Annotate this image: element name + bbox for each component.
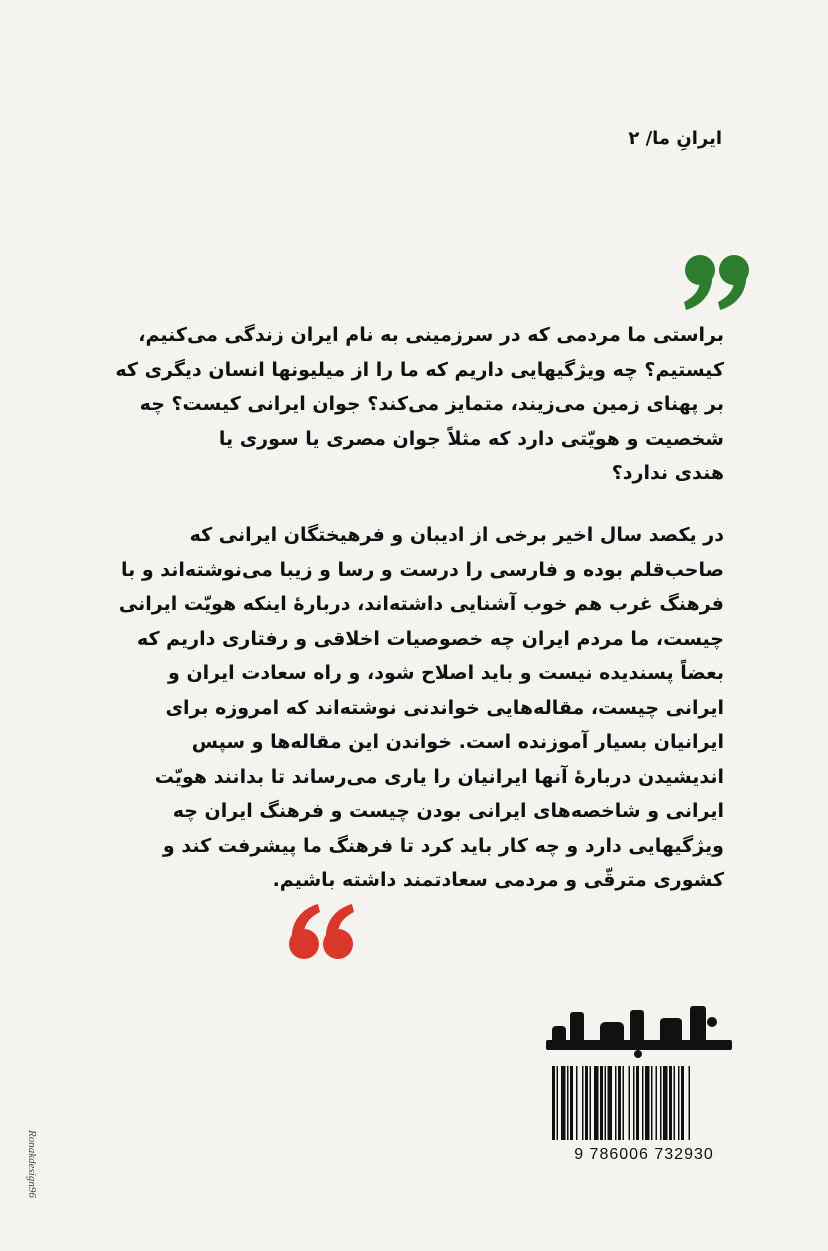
barcode-bar	[663, 1066, 668, 1140]
barcode-bar	[633, 1066, 635, 1140]
isbn-barcode	[548, 1066, 740, 1166]
barcode-bar	[590, 1066, 592, 1140]
body-line: ایرانی چیست، مقاله‌هایی خواندنی نوشته‌اند که امروزه برای	[165, 696, 724, 719]
intro-line: بر پهنای زمین می‌زیند، متمایز می‌کند؟ جوان ایرانی کیست؟ چه	[139, 393, 724, 415]
barcode-bar	[636, 1066, 639, 1140]
barcode-bar	[552, 1066, 555, 1140]
barcode-bar	[605, 1066, 607, 1140]
intro-line: کیستیم؟ چه ویژگیهایی داریم که ما را از میلیونها انسان دیگری که	[115, 358, 724, 381]
barcode-bar	[582, 1066, 584, 1140]
quote-open-icon	[676, 250, 756, 320]
barcode-bar	[642, 1066, 644, 1140]
barcode-bar	[608, 1066, 613, 1140]
barcode-bar	[557, 1066, 559, 1140]
intro-line: هندی ندارد؟	[611, 462, 724, 484]
barcode-bar	[570, 1066, 573, 1140]
barcode-bar	[623, 1066, 625, 1140]
barcode-bars	[548, 1066, 740, 1140]
barcode-bar	[594, 1066, 599, 1140]
barcode-bar	[678, 1066, 680, 1140]
intro-paragraph	[115, 318, 724, 491]
intro-line: شخصیت و هویّتی دارد که مثلاً جوان مصری یا سوری یا	[218, 427, 724, 450]
designer-signature: Ronakdesign96	[26, 1130, 38, 1198]
barcode-bar	[656, 1066, 658, 1140]
barcode-bar	[576, 1066, 578, 1140]
barcode-bar	[585, 1066, 588, 1140]
barcode-bar	[561, 1066, 566, 1140]
isbn-digits: 9 786006 732930	[574, 1146, 714, 1163]
barcode-bar	[669, 1066, 672, 1140]
barcode-bar	[674, 1066, 676, 1140]
barcode-bar	[645, 1066, 650, 1140]
barcode-bar	[629, 1066, 631, 1140]
body-line: صاحب‌قلم بوده و فارسی را درست و رسا و زیبا می‌نوشته‌اند و با	[121, 558, 724, 581]
body-paragraph	[118, 518, 724, 898]
barcode-bar	[615, 1066, 617, 1140]
body-line: چیست، ما مردم ایران چه خصوصیات اخلاقی و رفتاری داریم که	[136, 627, 724, 650]
series-title: ایرانِ ما/ ۲	[628, 128, 722, 149]
body-line: ایرانی و شاخصه‌های ایرانی بودن چیست و فرهنگ ایران چه	[172, 800, 724, 822]
body-line: ایرانیان بسیار آموزنده است. خواندن این مقاله‌ها و سپس	[191, 731, 724, 753]
barcode-bar	[567, 1066, 569, 1140]
publisher-logo	[540, 1000, 738, 1060]
barcode-bar	[651, 1066, 653, 1140]
body-line: فرهنگ غرب هم خوب آشنایی داشته‌اند، دربارهٔ اینکه هویّت ایرانی	[118, 593, 724, 615]
body-line: ویژگیهایی دارد و چه کار باید کرد تا فرهنگ ما پیشرفت کند و	[162, 834, 724, 857]
body-line: در یکصد سال اخیر برخی از ادیبان و فرهیختگان ایرانی که	[189, 524, 724, 546]
barcode-bar	[660, 1066, 662, 1140]
body-line: بعضاً پسندیده نیست و باید اصلاح شود، و راه سعادت ایران و	[168, 662, 724, 684]
quote-close-icon	[282, 894, 362, 964]
barcode-bar	[618, 1066, 621, 1140]
body-line: اندیشیدن دربارهٔ آنها ایرانیان را یاری می‌رساند تا بدانند هویّت	[154, 765, 724, 788]
barcode-bar	[689, 1066, 691, 1140]
barcode-bar	[681, 1066, 684, 1140]
body-line: کشوری مترقّی و مردمی سعادتمند داشته باشیم.	[272, 869, 724, 891]
barcode-bar	[600, 1066, 603, 1140]
intro-line: براستی ما مردمی که در سرزمینی به نام ایران زندگی می‌کنیم،	[138, 324, 724, 346]
